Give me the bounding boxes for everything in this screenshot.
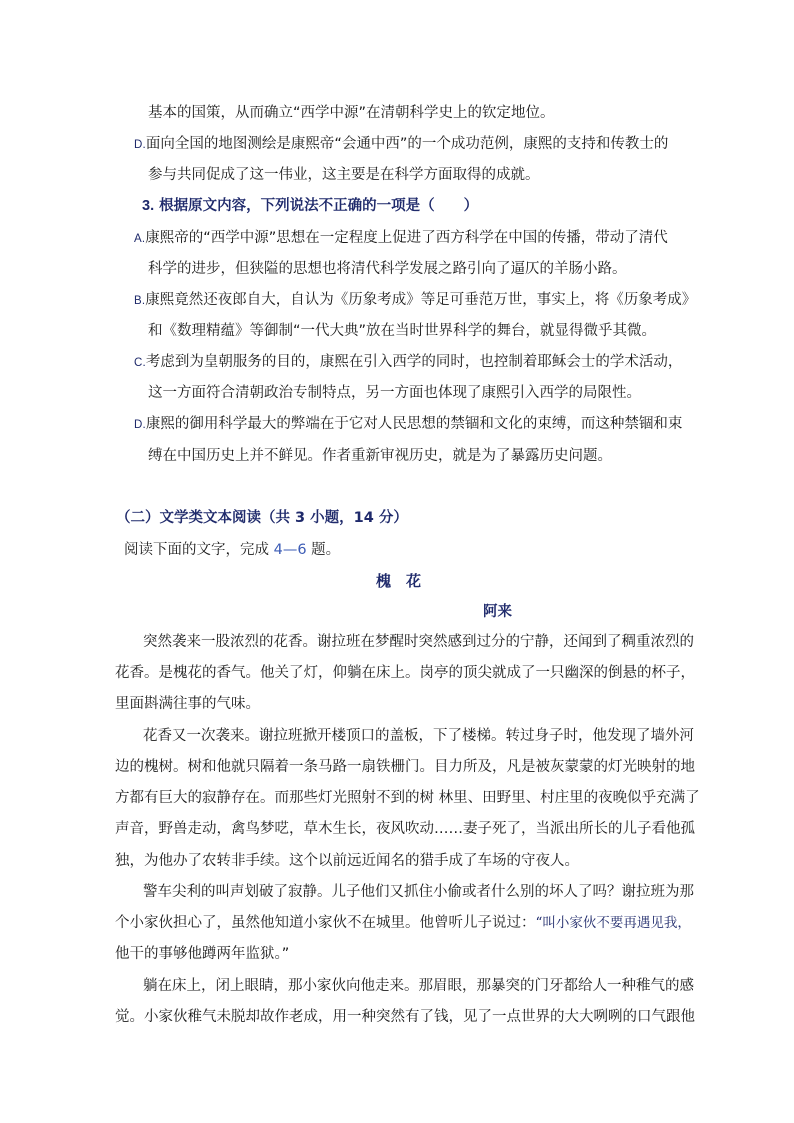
option-label: A. [134,233,146,245]
option-label: D. [134,139,146,151]
option-label: D. [134,419,146,431]
paragraph-text: 个小家伙担心了，虽然他知道小家伙不在城里。他曾听儿子说过： [115,915,536,931]
instruction [124,540,340,560]
paragraph-line: 独，为他办了农转非手续。这个以前远近闻名的猎手成了车场的守夜人。 [115,853,579,869]
option-text: 康熙帝的“西学中源”思想在一定程度上促进了西方科学在中国的传播，带动了清代 [145,230,668,246]
option-b-line [134,290,696,311]
paragraph-line: 声音，野兽走动，禽鸟梦呓，草木生长，夜风吹动……妻子死了，当派出所长的儿子看他孤 [115,821,695,837]
option-d-line [134,134,668,155]
paragraph-line [115,913,691,933]
instruction-text: 阅读下面的文字，完成 [124,542,274,558]
paragraph-line: 突然袭来一股浓烈的花香。谢拉班在梦醒时突然感到过分的宁静，还闻到了稠重浓烈的 [143,634,694,650]
paragraph-line: 花香。是槐花的香气。他关了灯，仰躺在床上。岗亭的顶尖就成了一只幽深的倒悬的杯子， [115,665,695,681]
text-line: 这一方面符合清朝政治专制特点，另一方面也体现了康熙引入西学的局限性。 [148,385,641,401]
paragraph-line: 他干的事够他蹲两年监狱。” [115,946,290,962]
text-line: 缚在中国历史上并不鲜见。作者重新审视历史，就是为了暴露历史问题。 [148,448,612,464]
article-author: 阿来 [483,604,512,620]
text-line: 和《数理精蕴》等御制“一代大典”放在当时世界科学的舞台，就显得微乎其微。 [148,323,657,339]
text-line: 参与共同促成了这一伟业，这主要是在科学方面取得的成就。 [148,167,540,183]
question-range: 4—6 [273,542,307,558]
option-text: 面向全国的地图测绘是康熙帝“会通中西”的一个成功范例，康熙的支持和传教士的 [145,136,669,152]
paragraph-line: 方都有巨大的寂静存在。而那些灯光照射不到的树 林里、田野里、村庄里的夜晚似乎充满了 [115,790,700,806]
option-text: 康熙竟然还夜郎自大，自认为《历象考成》等足可垂范万世，事实上，将《历象考成》 [145,292,697,308]
instruction-text: 题。 [306,542,341,558]
paragraph-line: 躺在床上，闭上眼睛，那小家伙向他走来。那眉眼，那暴突的门牙都给人一种稚气的感 [143,978,694,994]
text-line: 科学的进步，但狭隘的思想也将清代科学发展之路引向了逼仄的羊肠小路。 [148,261,627,277]
option-d-line [134,414,682,435]
question-text: 根据原文内容，下列说法不正确的一项是（ ） [159,198,479,214]
option-text: 康熙的御用科学最大的弊端在于它对人民思想的禁锢和文化的束缚，而这种禁锢和束 [145,416,683,432]
question-3 [142,196,478,216]
paragraph-line: 花香又一次袭来。谢拉班掀开楼顶口的盖板，下了楼梯。转过身子时，他发现了墙外河 [143,728,694,744]
article-title: 槐 花 [376,572,422,590]
section-heading: （二）文学类文本阅读（共 3 小题，14 分） [116,510,408,526]
paragraph-line: 警车尖利的叫声划破了寂静。儿子他们又抓住小偷或者什么别的坏人了吗？谢拉班为那 [143,884,694,900]
quoted-speech: “叫小家伙不要再遇见我， [535,915,691,931]
option-text: 考虑到为皇朝服务的目的，康熙在引入西学的同时，也控制着耶稣会士的学术活动， [145,354,683,370]
option-label: B. [134,295,146,307]
question-number: 3. [142,198,155,214]
option-c-line [134,352,682,373]
paragraph-line: 里面斟满往事的气味。 [115,696,260,712]
paragraph-line: 觉。小家伙稚气未脱却故作老成，用一种突然有了钱，见了一点世界的大大咧咧的口气跟他 [115,1009,695,1025]
paragraph-line: 边的槐树。树和他就只隔着一条马路一扇铁栅门。目力所及，凡是被灰蒙蒙的灯光映射的地 [115,759,695,775]
option-a-line [134,228,668,249]
text-line: 基本的国策，从而确立“西学中源”在清朝科学史上的钦定地位。 [148,105,555,121]
option-label: C. [134,357,146,369]
